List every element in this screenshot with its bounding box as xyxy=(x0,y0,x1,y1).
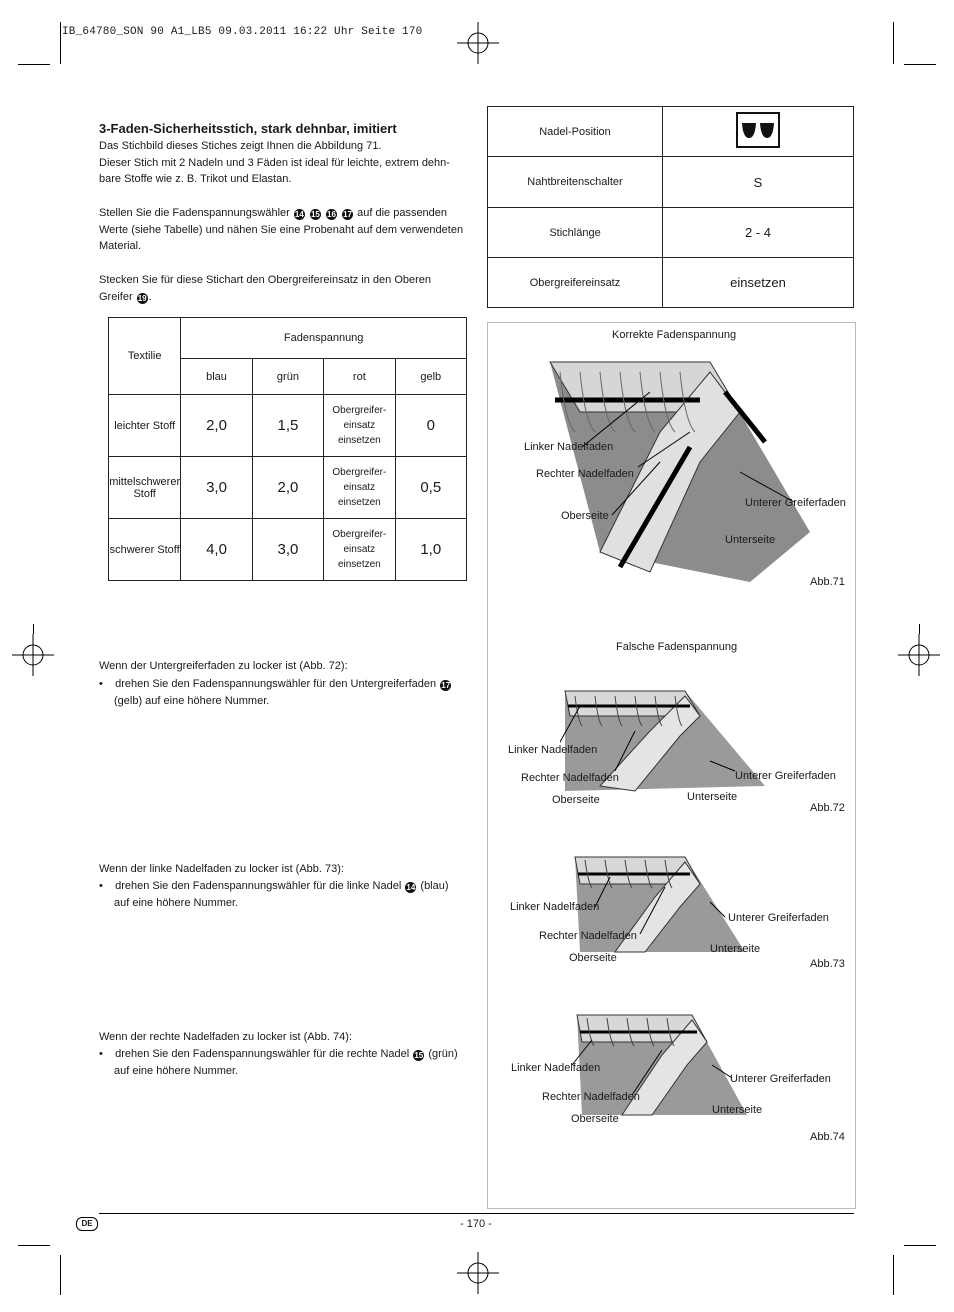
crop-mark xyxy=(893,1255,894,1295)
registration-mark xyxy=(457,1252,499,1294)
tension-text: Werte (siehe Tabelle) und nähen Sie eine Probenaht auf dem verwendeten xyxy=(99,223,464,236)
crop-mark xyxy=(60,1255,61,1295)
fig72-title: Falsche Fadenspannung xyxy=(616,641,738,653)
print-slug: IB_64780_SON 90 A1_LB5 09.03.2011 16:22 Uhr Seite 170 xyxy=(62,26,423,38)
fig71-bottom-label: Unterseite xyxy=(725,534,776,546)
insert-text: Greifer xyxy=(99,290,133,303)
fig72-left-needle-label: Linker Nadelfaden xyxy=(508,744,598,756)
number-17-icon: 17 xyxy=(441,681,451,690)
value-red: Obergreifer- einsatz einsetzen xyxy=(324,519,395,581)
fig71-lower-looper-label: Unterer Greiferfaden xyxy=(745,497,846,509)
table-row xyxy=(488,258,854,308)
crop-mark xyxy=(919,624,920,634)
list-item-continuation: (gelb) auf eine höhere Nummer. xyxy=(114,695,270,707)
crop-mark xyxy=(893,22,894,64)
setting-label: Nahtbreitenschalter xyxy=(488,157,663,208)
table-row xyxy=(109,395,467,457)
fig71-left-needle-label: Linker Nadelfaden xyxy=(524,441,614,453)
tension-paragraph xyxy=(99,205,479,255)
settings-table xyxy=(487,106,854,308)
number-17-icon: 17 xyxy=(343,210,353,219)
fig71-top-label: Oberseite xyxy=(561,510,609,522)
value-yellow: 1,0 xyxy=(395,519,466,581)
crop-mark xyxy=(60,22,61,64)
value-red: Obergreifer- einsatz einsetzen xyxy=(324,395,395,457)
setting-label: Obergreifereinsatz xyxy=(488,258,663,308)
number-14-icon: 14 xyxy=(406,883,416,892)
value-blue: 3,0 xyxy=(181,457,252,519)
fabric-cell: mittelschwerer Stoff xyxy=(109,457,181,519)
insert-text: Stecken Sie für diese Stichart den Obergreifereinsatz in den Oberen xyxy=(99,274,432,286)
fig73-left-needle-label: Linker Nadelfaden xyxy=(510,901,600,913)
fig72-bottom-label: Unterseite xyxy=(687,791,738,803)
fig74-left-needle-label: Linker Nadelfaden xyxy=(511,1062,601,1074)
fig74-top-label: Oberseite xyxy=(571,1113,619,1125)
header-textile: Textilie xyxy=(109,318,181,395)
setting-value: 2 - 4 xyxy=(663,208,854,258)
fig73-right-needle-label: Rechter Nadelfaden xyxy=(539,930,637,942)
fig71-title: Korrekte Fadenspannung xyxy=(612,329,737,341)
crop-mark xyxy=(33,624,34,634)
number-14-icon: 14 xyxy=(294,210,304,219)
tension-text: Stellen Sie die Fadenspannungswähler xyxy=(99,207,290,219)
setting-value: S xyxy=(663,157,854,208)
table-row xyxy=(488,107,854,157)
registration-mark xyxy=(457,22,499,64)
list-item: • drehen Sie den Fadenspannungswähler für die rechte Nadel 15 (grün) xyxy=(99,1048,458,1060)
value-green: 3,0 xyxy=(252,519,323,581)
intro-line: Dieser Stich mit 2 Nadeln und 3 Fäden ist ideal für leichte, extrem dehn- xyxy=(99,156,450,169)
registration-mark xyxy=(898,634,940,676)
number-15-icon: 15 xyxy=(414,1051,424,1060)
list-item: • drehen Sie den Fadenspannungswähler für den Untergreiferfaden 17 xyxy=(99,678,451,690)
table-row xyxy=(109,519,467,581)
value-yellow: 0 xyxy=(395,395,466,457)
crop-mark xyxy=(18,64,50,65)
value-blue: 2,0 xyxy=(181,395,252,457)
fig72-right-needle-label: Rechter Nadelfaden xyxy=(521,772,619,784)
fabric-cell: schwerer Stoff xyxy=(109,519,181,581)
setting-label: Stichlänge xyxy=(488,208,663,258)
crop-mark xyxy=(904,64,936,65)
value-red: Obergreifer- einsatz einsetzen xyxy=(324,457,395,519)
number-16-icon: 16 xyxy=(327,210,336,219)
list-item-continuation: auf eine höhere Nummer. xyxy=(114,1065,239,1077)
page-number: - 170 - xyxy=(460,1218,492,1230)
tension-text: Material. xyxy=(99,240,142,252)
intro-line: Das Stichbild dieses Stiches zeigt Ihnen die Abbildung 71. xyxy=(99,140,382,152)
setting-value: einsetzen xyxy=(663,258,854,308)
list-item-continuation: auf eine höhere Nummer. xyxy=(114,897,239,909)
tension-text: auf die passenden xyxy=(357,207,448,219)
fig74-bottom-label: Unterseite xyxy=(712,1104,763,1116)
value-yellow: 0,5 xyxy=(395,457,466,519)
instruction-intro: Wenn der Untergreiferfaden zu locker ist (Abb. 72): xyxy=(99,660,348,672)
fig73-top-label: Oberseite xyxy=(569,952,617,964)
fabric-cell: leichter Stoff xyxy=(109,395,181,457)
fig74-caption: Abb.74 xyxy=(810,1131,845,1143)
value-green: 2,0 xyxy=(252,457,323,519)
fig73-caption: Abb.73 xyxy=(810,958,845,970)
header-color-blue: blau xyxy=(181,359,252,395)
crop-mark xyxy=(904,1245,936,1246)
fig72-caption: Abb.72 xyxy=(810,802,845,814)
section-title: 3-Faden-Sicherheitsstich, stark dehnbar, imitiert xyxy=(99,121,397,136)
header-color-yellow: gelb xyxy=(395,359,466,395)
value-green: 1,5 xyxy=(252,395,323,457)
table-row xyxy=(109,457,467,519)
fig72-lower-looper-label: Unterer Greiferfaden xyxy=(735,770,836,782)
setting-value xyxy=(663,107,854,157)
fig73-lower-looper-label: Unterer Greiferfaden xyxy=(728,912,829,924)
number-15-icon: 15 xyxy=(310,210,320,219)
header-color-green: grün xyxy=(252,359,323,395)
instruction-intro: Wenn der linke Nadelfaden zu locker ist (Abb. 73): xyxy=(99,863,344,875)
language-badge: DE xyxy=(76,1217,98,1231)
setting-label: Nadel-Position xyxy=(488,107,663,157)
list-item: • drehen Sie den Fadenspannungswähler für die linke Nadel 14 (blau) xyxy=(99,880,449,892)
intro-paragraph xyxy=(99,138,469,188)
table-row xyxy=(488,157,854,208)
fig71-right-needle-label: Rechter Nadelfaden xyxy=(536,468,634,480)
insert-paragraph: Stecken Sie für diese Stichart den Obergreifereinsatz in den Oberen Greifer 19 . xyxy=(99,272,469,305)
instruction-intro: Wenn der rechte Nadelfaden zu locker ist (Abb. 74): xyxy=(99,1031,352,1043)
table-row xyxy=(488,208,854,258)
fig74-lower-looper-label: Unterer Greiferfaden xyxy=(730,1073,831,1085)
fig73-bottom-label: Unterseite xyxy=(710,943,761,955)
registration-mark xyxy=(12,634,54,676)
fig72-top-label: Oberseite xyxy=(552,794,600,806)
crop-mark xyxy=(18,1245,50,1246)
tension-table xyxy=(108,317,467,581)
number-19-icon: 19 xyxy=(137,293,147,303)
intro-line: bare Stoffe wie z. B. Trikot und Elastan. xyxy=(99,173,292,185)
fig74-right-needle-label: Rechter Nadelfaden xyxy=(542,1091,640,1103)
value-blue: 4,0 xyxy=(181,519,252,581)
footer-rule xyxy=(99,1213,854,1214)
header-color-red: rot xyxy=(324,359,395,395)
fig71-caption: Abb.71 xyxy=(810,576,845,588)
double-needle-icon xyxy=(736,112,780,148)
header-tension: Fadenspannung xyxy=(181,318,467,359)
